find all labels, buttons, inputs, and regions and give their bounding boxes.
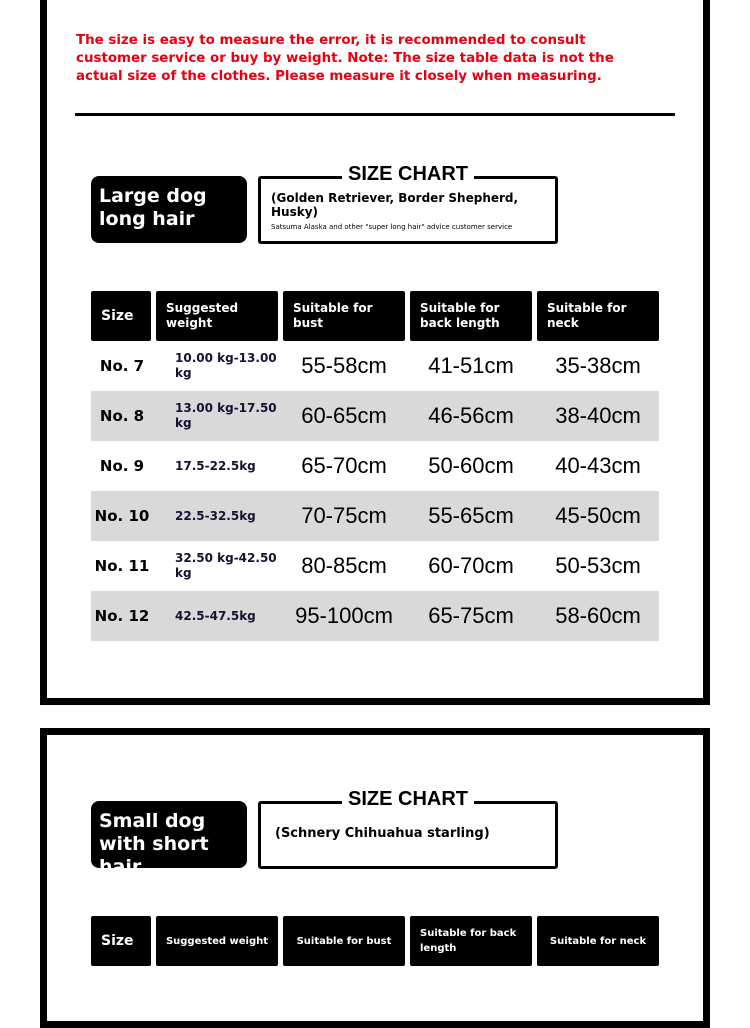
- weight-cell: 17.5-22.5kg: [175, 458, 256, 473]
- size-cell: No. 10: [94, 507, 150, 525]
- size-chart-title: SIZE CHART: [342, 788, 474, 810]
- size-cell: No. 12: [94, 607, 150, 625]
- neck-cell: 40-43cm: [555, 453, 641, 478]
- weight-cell: 32.50 kg-42.50 kg: [175, 551, 277, 580]
- breed-note: Satsuma Alaska and other "super long hair" advice customer service: [271, 223, 513, 231]
- header-cell: Suitable for neck: [537, 916, 659, 966]
- divider: [75, 113, 675, 116]
- header-cell: Size: [91, 291, 151, 341]
- neck-cell: 45-50cm: [555, 503, 641, 528]
- large-size-chart-box: [258, 163, 558, 244]
- table-row: [91, 491, 659, 541]
- back-length-cell: 46-56cm: [428, 403, 514, 428]
- back-length-cell: 41-51cm: [428, 353, 514, 378]
- header-cell: Suitable for bust: [283, 291, 405, 341]
- large-dog-badge: Large dog long hair: [91, 176, 247, 243]
- bust-cell: 95-100cm: [295, 603, 393, 628]
- table-row: [91, 341, 659, 391]
- back-length-cell: 65-75cm: [428, 603, 514, 628]
- header-cell: Suitable for neck: [537, 291, 659, 341]
- neck-cell: 50-53cm: [555, 553, 641, 578]
- header-cell: Suggested weight: [156, 916, 278, 966]
- table-row: [91, 591, 659, 641]
- table-header: [91, 291, 659, 341]
- size-cell: No. 7: [99, 357, 145, 375]
- size-notice: The size is easy to measure the error, it is recommended to consult customer service or buy by weight. Note: The size table data is not the actual size of the clothes. Please measure it closely when measuring.: [76, 33, 614, 84]
- small-dog-panel: [40, 728, 710, 1028]
- small-size-table: [91, 916, 659, 966]
- header-cell: Suggested weight: [156, 291, 278, 341]
- large-size-table: [91, 291, 659, 641]
- small-size-chart-box: [258, 788, 558, 869]
- table-row: [91, 391, 659, 441]
- size-cell: No. 11: [94, 557, 150, 575]
- back-length-cell: 50-60cm: [428, 453, 514, 478]
- neck-cell: 35-38cm: [555, 353, 641, 378]
- bust-cell: 65-70cm: [301, 453, 387, 478]
- header-cell: Suitable for bust: [283, 916, 405, 966]
- header-cell: Suitable for back length: [410, 916, 532, 966]
- small-dog-badge: Small dog with short hair: [91, 801, 247, 868]
- bust-cell: 60-65cm: [301, 403, 387, 428]
- table-header: [91, 916, 659, 966]
- size-chart-title: SIZE CHART: [342, 163, 474, 185]
- weight-cell: 42.5-47.5kg: [175, 608, 256, 623]
- bust-cell: 55-58cm: [301, 353, 387, 378]
- table-row: [91, 441, 659, 491]
- bust-cell: 70-75cm: [301, 503, 387, 528]
- weight-cell: 22.5-32.5kg: [175, 508, 256, 523]
- back-length-cell: 60-70cm: [428, 553, 514, 578]
- neck-cell: 38-40cm: [555, 403, 641, 428]
- bust-cell: 80-85cm: [301, 553, 387, 578]
- size-cell: No. 9: [99, 457, 145, 475]
- size-cell: No. 8: [99, 407, 145, 425]
- weight-cell: 13.00 kg-17.50 kg: [175, 401, 277, 430]
- breeds: (Golden Retriever, Border Shepherd, Husky): [271, 191, 519, 219]
- breeds: (Schnery Chihuahua starling): [275, 826, 490, 841]
- table-row: [91, 541, 659, 591]
- neck-cell: 58-60cm: [555, 603, 641, 628]
- weight-cell: 10.00 kg-13.00 kg: [175, 351, 277, 380]
- header-cell: Suitable for back length: [410, 291, 532, 341]
- header-cell: Size: [91, 916, 151, 966]
- back-length-cell: 55-65cm: [428, 503, 514, 528]
